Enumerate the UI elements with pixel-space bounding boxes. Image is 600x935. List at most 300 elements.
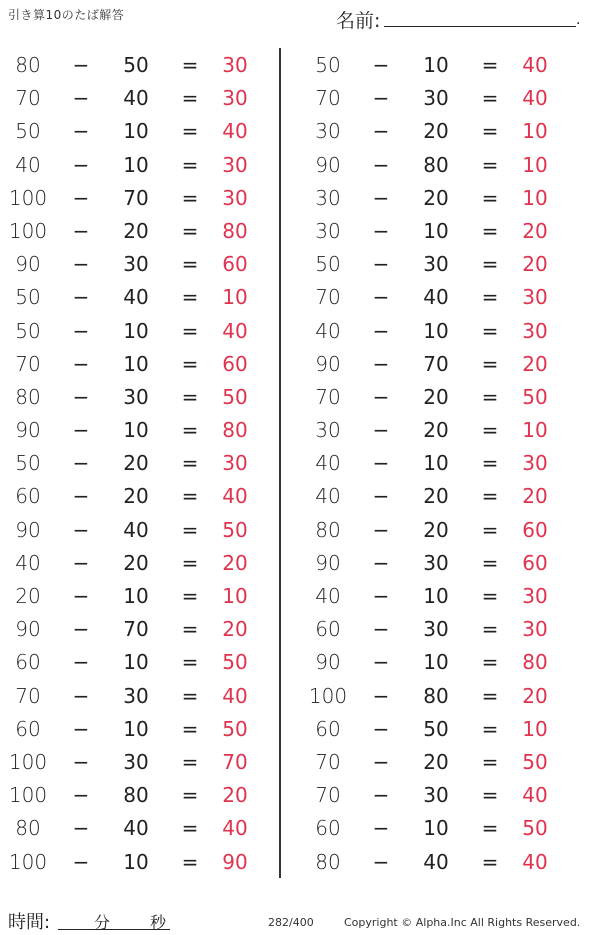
left-problem-column [0, 48, 280, 878]
subtrahend: 10 [123, 650, 149, 675]
subtrahend: 40 [123, 285, 149, 310]
minus-sign: − [372, 152, 390, 177]
minuend: 50 [15, 119, 41, 144]
minuend: 60 [15, 716, 41, 741]
problem-row [0, 446, 280, 479]
minuend: 100 [8, 783, 48, 808]
equals-sign: = [481, 484, 499, 509]
equals-sign: = [481, 716, 499, 741]
equals-sign: = [481, 749, 499, 774]
subtrahend: 10 [123, 318, 149, 343]
equals-sign: = [181, 451, 199, 476]
problem-row [0, 148, 280, 181]
subtrahend: 30 [423, 783, 449, 808]
equals-sign: = [481, 584, 499, 608]
answer: 60 [522, 550, 548, 575]
answer: 20 [522, 683, 548, 708]
minuend: 40 [315, 584, 341, 608]
answer: 20 [522, 484, 548, 509]
minus-sign: − [72, 384, 90, 409]
equals-sign: = [481, 53, 499, 77]
problem-row [300, 413, 580, 446]
equals-sign: = [181, 617, 199, 642]
subtrahend: 70 [423, 351, 449, 376]
equals-sign: = [181, 484, 199, 509]
problem-row [300, 48, 580, 81]
minuend: 70 [15, 86, 41, 111]
answer: 30 [222, 185, 248, 210]
subtrahend: 20 [123, 218, 149, 243]
subtrahend: 10 [123, 716, 149, 741]
subtrahend: 10 [423, 584, 449, 608]
equals-sign: = [181, 816, 199, 841]
answer: 50 [522, 749, 548, 774]
problem-row [300, 479, 580, 512]
problem-row [300, 380, 580, 413]
minus-sign: − [72, 816, 90, 841]
equals-sign: = [181, 285, 199, 310]
minus-sign: − [72, 517, 90, 542]
answer: 40 [522, 849, 548, 874]
equals-sign: = [181, 418, 199, 443]
subtrahend: 10 [423, 816, 449, 841]
minuend: 70 [315, 783, 341, 808]
answer: 50 [222, 650, 248, 675]
problem-row [0, 380, 280, 413]
minus-sign: − [372, 550, 390, 575]
minus-sign: − [372, 584, 390, 608]
subtrahend: 30 [423, 252, 449, 277]
minus-sign: − [372, 517, 390, 542]
subtrahend: 10 [423, 218, 449, 243]
problem-row [0, 413, 280, 446]
problem-row [0, 479, 280, 512]
minuend: 40 [315, 318, 341, 343]
equals-sign: = [481, 650, 499, 675]
equals-sign: = [481, 318, 499, 343]
minutes-label: 分 [94, 913, 111, 932]
minus-sign: − [372, 418, 390, 443]
problem-row [0, 712, 280, 745]
minus-sign: − [372, 285, 390, 310]
minuend: 30 [315, 418, 341, 443]
equals-sign: = [481, 783, 499, 808]
answer: 20 [222, 550, 248, 575]
subtrahend: 30 [423, 86, 449, 111]
equals-sign: = [181, 384, 199, 409]
minuend: 20 [15, 584, 41, 608]
minus-sign: − [372, 185, 390, 210]
minus-sign: − [72, 185, 90, 210]
subtrahend: 40 [423, 849, 449, 874]
answer: 50 [522, 816, 548, 841]
answer: 40 [522, 783, 548, 808]
minuend: 70 [315, 86, 341, 111]
subtrahend: 10 [123, 584, 149, 608]
problem-row [0, 579, 280, 612]
subtrahend: 40 [123, 517, 149, 542]
answer: 80 [522, 650, 548, 675]
minuend: 60 [315, 716, 341, 741]
subtrahend: 40 [123, 86, 149, 111]
answer: 60 [522, 517, 548, 542]
problem-row [0, 81, 280, 114]
time-label: 時間: [8, 912, 51, 933]
problem-row [0, 645, 280, 678]
minuend: 80 [315, 849, 341, 874]
minus-sign: − [372, 384, 390, 409]
minuend: 70 [15, 683, 41, 708]
equals-sign: = [481, 418, 499, 443]
problem-row [0, 845, 280, 878]
equals-sign: = [481, 119, 499, 144]
equals-sign: = [481, 384, 499, 409]
minuend: 100 [308, 683, 348, 708]
subtrahend: 30 [123, 683, 149, 708]
equals-sign: = [181, 119, 199, 144]
minus-sign: − [72, 351, 90, 376]
answer: 30 [522, 285, 548, 310]
minuend: 90 [315, 650, 341, 675]
equals-sign: = [481, 451, 499, 476]
problem-row [0, 513, 280, 546]
name-end-dot: . [576, 12, 581, 28]
answer: 40 [522, 86, 548, 111]
subtrahend: 10 [123, 119, 149, 144]
answer: 30 [222, 451, 248, 476]
minuend: 100 [8, 218, 48, 243]
minuend: 40 [15, 152, 41, 177]
minuend: 50 [315, 252, 341, 277]
problem-row [300, 811, 580, 844]
seconds-label: 秒 [150, 913, 167, 932]
problem-row [300, 280, 580, 313]
subtrahend: 30 [123, 384, 149, 409]
answer: 20 [222, 617, 248, 642]
equals-sign: = [481, 185, 499, 210]
equals-sign: = [481, 617, 499, 642]
subtrahend: 80 [423, 152, 449, 177]
problem-row [0, 347, 280, 380]
subtrahend: 20 [423, 384, 449, 409]
answer: 70 [222, 749, 248, 774]
minus-sign: − [372, 484, 390, 509]
name-field-line[interactable] [384, 26, 576, 27]
problem-row [300, 645, 580, 678]
problem-row [0, 778, 280, 811]
equals-sign: = [181, 218, 199, 243]
subtrahend: 10 [423, 451, 449, 476]
worksheet-title: 引き算10のたば解答 [8, 8, 125, 22]
subtrahend: 50 [423, 716, 449, 741]
answer: 20 [522, 252, 548, 277]
subtrahend: 30 [123, 749, 149, 774]
equals-sign: = [481, 517, 499, 542]
minuend: 60 [315, 816, 341, 841]
subtrahend: 10 [123, 418, 149, 443]
answer: 40 [222, 484, 248, 509]
equals-sign: = [181, 252, 199, 277]
minuend: 80 [15, 816, 41, 841]
problem-row [300, 579, 580, 612]
equals-sign: = [481, 849, 499, 874]
equals-sign: = [481, 351, 499, 376]
minuend: 50 [15, 285, 41, 310]
answer: 50 [222, 517, 248, 542]
minus-sign: − [72, 451, 90, 476]
answer: 10 [522, 418, 548, 443]
problem-row [0, 612, 280, 645]
minus-sign: − [372, 53, 390, 77]
equals-sign: = [181, 86, 199, 111]
problem-row [0, 280, 280, 313]
subtrahend: 20 [123, 550, 149, 575]
problem-row [300, 612, 580, 645]
minuend: 60 [315, 617, 341, 642]
minuend: 70 [15, 351, 41, 376]
minuend: 40 [315, 451, 341, 476]
problem-row [0, 811, 280, 844]
name-label: 名前: [336, 10, 381, 32]
minus-sign: − [72, 484, 90, 509]
minuend: 90 [15, 617, 41, 642]
subtrahend: 40 [123, 816, 149, 841]
minuend: 50 [15, 318, 41, 343]
minuend: 50 [315, 53, 341, 77]
minus-sign: − [372, 318, 390, 343]
minus-sign: − [372, 252, 390, 277]
minus-sign: − [72, 418, 90, 443]
subtrahend: 70 [123, 185, 149, 210]
minus-sign: − [372, 816, 390, 841]
equals-sign: = [181, 783, 199, 808]
equals-sign: = [181, 584, 199, 608]
subtrahend: 20 [423, 484, 449, 509]
answer: 10 [522, 716, 548, 741]
answer: 30 [222, 53, 248, 77]
minus-sign: − [72, 550, 90, 575]
problem-row [300, 114, 580, 147]
minuend: 80 [315, 517, 341, 542]
minus-sign: − [372, 119, 390, 144]
problem-row [300, 546, 580, 579]
equals-sign: = [481, 252, 499, 277]
minus-sign: − [72, 318, 90, 343]
equals-sign: = [181, 550, 199, 575]
minus-sign: − [372, 650, 390, 675]
equals-sign: = [181, 683, 199, 708]
minuend: 70 [315, 384, 341, 409]
equals-sign: = [481, 218, 499, 243]
page-number: 282/400 [268, 916, 314, 929]
answer: 50 [222, 716, 248, 741]
problem-row [0, 114, 280, 147]
equals-sign: = [481, 816, 499, 841]
minus-sign: − [72, 749, 90, 774]
right-problem-column [300, 48, 580, 878]
minuend: 100 [8, 749, 48, 774]
equals-sign: = [181, 849, 199, 874]
answer: 30 [522, 617, 548, 642]
subtrahend: 30 [423, 550, 449, 575]
answer: 30 [522, 451, 548, 476]
subtrahend: 80 [423, 683, 449, 708]
equals-sign: = [181, 716, 199, 741]
problem-row [0, 214, 280, 247]
subtrahend: 30 [423, 617, 449, 642]
minus-sign: − [372, 218, 390, 243]
minuend: 90 [315, 152, 341, 177]
subtrahend: 40 [423, 285, 449, 310]
minus-sign: − [72, 86, 90, 111]
minus-sign: − [72, 650, 90, 675]
minus-sign: − [372, 351, 390, 376]
problem-row [300, 778, 580, 811]
subtrahend: 70 [123, 617, 149, 642]
minuend: 50 [15, 451, 41, 476]
problem-row [300, 712, 580, 745]
minus-sign: − [372, 716, 390, 741]
subtrahend: 30 [123, 252, 149, 277]
answer: 30 [522, 318, 548, 343]
problem-row [300, 214, 580, 247]
problem-row [300, 81, 580, 114]
subtrahend: 20 [423, 749, 449, 774]
subtrahend: 20 [123, 484, 149, 509]
problem-row [300, 513, 580, 546]
minus-sign: − [372, 451, 390, 476]
minus-sign: − [72, 152, 90, 177]
minus-sign: − [72, 716, 90, 741]
problem-row [300, 745, 580, 778]
equals-sign: = [181, 517, 199, 542]
minuend: 90 [15, 418, 41, 443]
answer: 50 [522, 384, 548, 409]
answer: 10 [522, 185, 548, 210]
minus-sign: − [72, 53, 90, 77]
minus-sign: − [372, 849, 390, 874]
equals-sign: = [481, 86, 499, 111]
answer: 30 [222, 86, 248, 111]
subtrahend: 20 [123, 451, 149, 476]
answer: 90 [222, 849, 248, 874]
answer: 40 [222, 119, 248, 144]
answer: 80 [222, 218, 248, 243]
minus-sign: − [372, 86, 390, 111]
answer: 30 [222, 152, 248, 177]
minuend: 90 [315, 550, 341, 575]
problem-row [0, 314, 280, 347]
answer: 10 [522, 152, 548, 177]
minuend: 30 [315, 218, 341, 243]
answer: 40 [222, 683, 248, 708]
subtrahend: 10 [423, 318, 449, 343]
problem-row [300, 679, 580, 712]
minus-sign: − [72, 285, 90, 310]
answer: 10 [222, 285, 248, 310]
minus-sign: − [72, 683, 90, 708]
answer: 80 [222, 418, 248, 443]
equals-sign: = [481, 550, 499, 575]
answer: 60 [222, 351, 248, 376]
minuend: 90 [15, 252, 41, 277]
problem-row [0, 247, 280, 280]
answer: 20 [522, 351, 548, 376]
equals-sign: = [181, 318, 199, 343]
minuend: 60 [15, 484, 41, 509]
problem-row [0, 745, 280, 778]
minus-sign: − [72, 119, 90, 144]
problem-row [300, 347, 580, 380]
answer: 50 [222, 384, 248, 409]
minus-sign: − [372, 749, 390, 774]
minus-sign: − [372, 683, 390, 708]
subtrahend: 10 [423, 650, 449, 675]
answer: 10 [522, 119, 548, 144]
subtrahend: 20 [423, 119, 449, 144]
problem-row [300, 181, 580, 214]
minuend: 30 [315, 119, 341, 144]
problem-row [0, 546, 280, 579]
equals-sign: = [181, 749, 199, 774]
problem-row [0, 679, 280, 712]
problem-row [300, 845, 580, 878]
minus-sign: − [372, 783, 390, 808]
problem-row [300, 148, 580, 181]
problem-row [0, 48, 280, 81]
equals-sign: = [181, 152, 199, 177]
subtrahend: 20 [423, 517, 449, 542]
equals-sign: = [181, 185, 199, 210]
subtrahend: 20 [423, 418, 449, 443]
subtrahend: 10 [123, 351, 149, 376]
equals-sign: = [481, 683, 499, 708]
answer: 10 [222, 584, 248, 608]
answer: 30 [522, 584, 548, 608]
minus-sign: − [72, 617, 90, 642]
minus-sign: − [72, 783, 90, 808]
minus-sign: − [372, 617, 390, 642]
minuend: 90 [315, 351, 341, 376]
subtrahend: 20 [423, 185, 449, 210]
problem-row [300, 247, 580, 280]
minuend: 100 [8, 185, 48, 210]
minuend: 30 [315, 185, 341, 210]
minuend: 100 [8, 849, 48, 874]
answer: 20 [222, 783, 248, 808]
equals-sign: = [181, 53, 199, 77]
problem-row [300, 446, 580, 479]
answer: 20 [522, 218, 548, 243]
minus-sign: − [72, 584, 90, 608]
minuend: 80 [15, 53, 41, 77]
problem-row [300, 314, 580, 347]
equals-sign: = [181, 351, 199, 376]
copyright-text: Copyright © Alpha.Inc All Rights Reserved. [344, 916, 581, 929]
answer: 40 [222, 318, 248, 343]
minus-sign: − [72, 252, 90, 277]
minuend: 90 [15, 517, 41, 542]
minus-sign: − [72, 849, 90, 874]
minuend: 70 [315, 749, 341, 774]
minuend: 40 [315, 484, 341, 509]
answer: 40 [222, 816, 248, 841]
equals-sign: = [181, 650, 199, 675]
subtrahend: 10 [123, 849, 149, 874]
answer: 60 [222, 252, 248, 277]
minuend: 40 [15, 550, 41, 575]
subtrahend: 80 [123, 783, 149, 808]
